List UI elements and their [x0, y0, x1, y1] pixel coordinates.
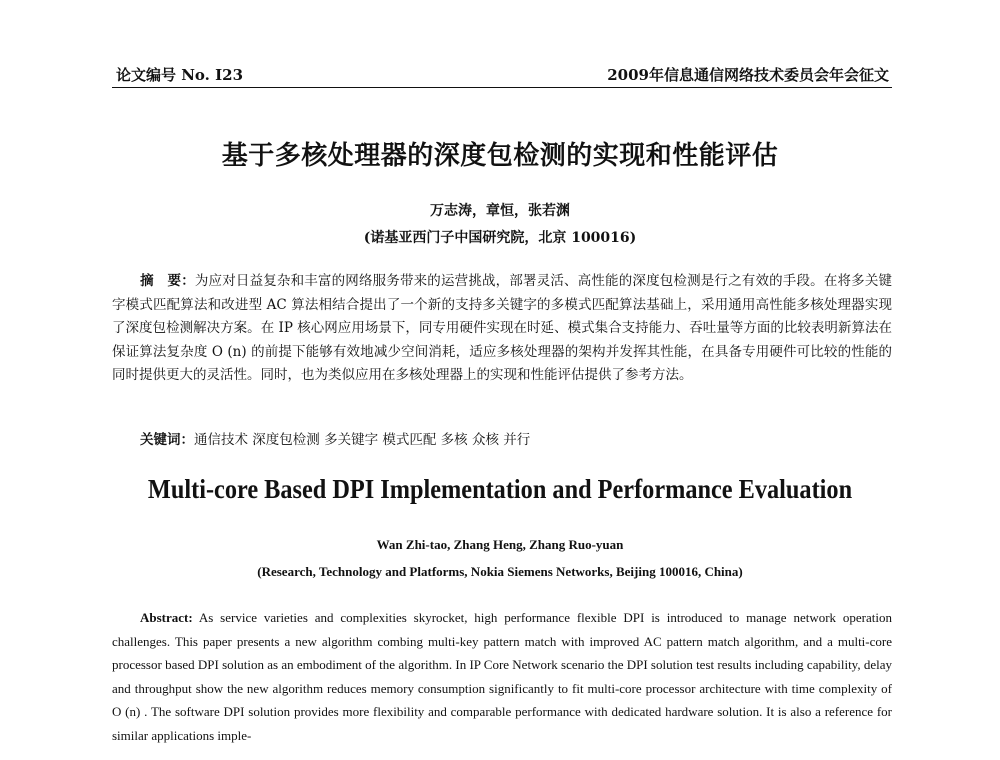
chinese-abstract-text: 为应对日益复杂和丰富的网络服务带来的运营挑战，部署灵活、高性能的深度包检测是行之有效的手段。在将多关键字模式匹配算法和改进型 AC 算法相结合提出了一个新的支持多关键字的多模式匹配算法基础上，采用通用高性能多核处理器实现了深度包检测解决方案。在 IP 核心网应用场景下，同专用硬件实现在时延、模式集合支持能力、吞吐量等方面的比较表明新算法在保证算法复杂度 O (n) 的前提下能够有效地减少空间消耗，适应多核处理器的架构并发挥其性能，在具备专用硬件可比较的性能的同时提供更大的灵活性。同时，也为类似应用在多核处理器上的实现和性能评估提供了参考方法。: [112, 273, 893, 383]
chinese-keywords-label: 关键词：: [140, 432, 194, 448]
chinese-keywords: [140, 428, 530, 448]
english-authors: Wan Zhi-tao, Zhang Heng, Zhang Ruo-yuan: [376, 537, 624, 552]
english-title: Multi-core Based DPI Implementation and Performance Evaluation: [147, 474, 853, 504]
header-rule: [112, 87, 892, 88]
chinese-abstract: [112, 270, 892, 388]
english-abstract-text: As service varieties and complexities skyrocket, high performance flexible DPI is introduced to manage network operation challenges. This paper presents a new algorithm combing multi-key pattern match with improved AC pattern match algorithm, and a multi-core processor based DPI solution as an embodiment of the algorithm. In IP Core Network scenario the DPI solution test results including capability, delay and throughput show the new algorithm reduces memory consumption significantly to fit multi-core processor architecture with time complexity of O (n) . The software DPI solution provides more flexibility and comparable performance with dedicated hardware solution. It is also a reference for similar applications imple-: [112, 610, 892, 743]
paper-number: 论文编号 No. I23: [116, 66, 244, 84]
chinese-authors: 万志涛，章恒，张若渊: [430, 203, 570, 219]
chinese-keywords-text: 通信技术 深度包检测 多关键字 模式匹配 多核 众核 并行: [194, 432, 531, 448]
english-affiliation: (Research, Technology and Platforms, Nokia Siemens Networks, Beijing 100016, China): [257, 564, 743, 579]
chinese-title: 基于多核处理器的深度包检测的实现和性能评估: [221, 141, 779, 171]
english-abstract-label: Abstract:: [140, 610, 193, 625]
chinese-abstract-label: 摘 要：: [140, 273, 195, 289]
conference-name: 2009年信息通信网络技术委员会年会征文: [607, 66, 889, 84]
english-abstract: [112, 606, 892, 748]
chinese-affiliation: (诺基亚西门子中国研究院，北京 100016): [363, 230, 637, 246]
